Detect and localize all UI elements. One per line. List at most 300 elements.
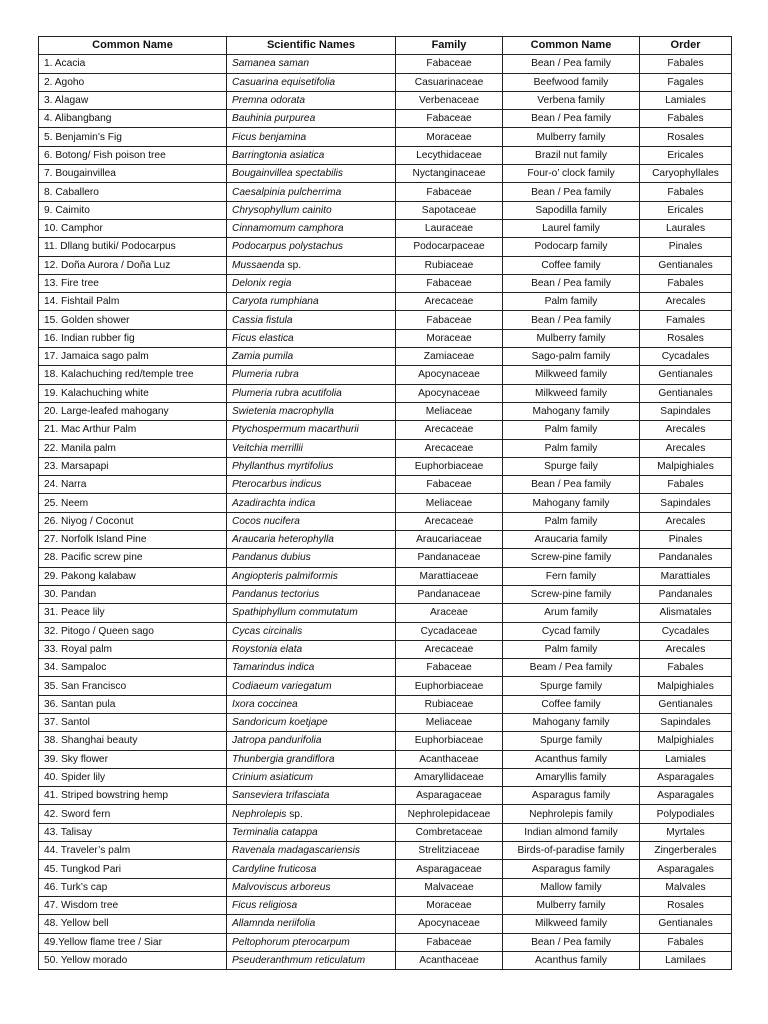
scientific-name-text: Swietenia macrophylla (232, 406, 334, 418)
cell-order: Cycadales (640, 348, 732, 366)
table-row (39, 787, 732, 805)
scientific-name-text: Crinium asiaticum (232, 772, 313, 784)
cell-scientific-name (227, 329, 396, 347)
cell-order: Fabales (640, 183, 732, 201)
cell-scientific-name (227, 73, 396, 91)
cell-order: Pinales (640, 531, 732, 549)
cell-family-common-name: Mulberry family (503, 128, 640, 146)
cell-common-name: 32. Pitogo / Queen sago (39, 622, 227, 640)
cell-family-common-name: Mahogany family (503, 402, 640, 420)
cell-family: Araceae (396, 604, 503, 622)
cell-common-name: 24. Narra (39, 476, 227, 494)
cell-scientific-name (227, 238, 396, 256)
cell-family: Euphorbiaceae (396, 457, 503, 475)
scientific-name-text: Malvoviscus arboreus (232, 881, 331, 893)
cell-common-name: 18. Kalachuching red/temple tree (39, 366, 227, 384)
cell-family-common-name: Bean / Pea family (503, 933, 640, 951)
table-row (39, 713, 732, 731)
cell-order: Arecales (640, 293, 732, 311)
table-body (39, 55, 732, 970)
header-family-common-name: Common Name (503, 37, 640, 55)
scientific-name-text: Casuarina equisetifolia (232, 76, 336, 88)
cell-family: Podocarpaceae (396, 238, 503, 256)
cell-family: Malvaceae (396, 878, 503, 896)
cell-family: Fabaceae (396, 55, 503, 73)
scientific-name-text: Peltophorum pterocarpum (232, 936, 350, 948)
table-row (39, 110, 732, 128)
cell-common-name: 2. Agoho (39, 73, 227, 91)
cell-common-name: 38. Shanghai beauty (39, 732, 227, 750)
cell-family-common-name: Mahogany family (503, 494, 640, 512)
scientific-name-text: Plumeria rubra acutifolia (232, 387, 342, 399)
table-row (39, 512, 732, 530)
cell-family-common-name: Amaryllis family (503, 768, 640, 786)
scientific-name-text: Pterocarbus indicus (232, 479, 322, 491)
table-row (39, 73, 732, 91)
scientific-name-text: Samanea saman (232, 58, 310, 70)
cell-common-name: 35. San Francisco (39, 677, 227, 695)
cell-family-common-name: Bean / Pea family (503, 311, 640, 329)
table-row (39, 567, 732, 585)
cell-family-common-name: Brazil nut family (503, 146, 640, 164)
cell-order: Fabales (640, 659, 732, 677)
scientific-name-text: Ptychospermum macarthurii (232, 424, 359, 436)
cell-common-name: 22. Manila palm (39, 439, 227, 457)
cell-common-name: 26. Niyog / Coconut (39, 512, 227, 530)
cell-order: Malpighiales (640, 457, 732, 475)
cell-scientific-name (227, 476, 396, 494)
table-row (39, 238, 732, 256)
cell-order: Fabales (640, 110, 732, 128)
cell-family: Apocynaceae (396, 915, 503, 933)
cell-family-common-name: Bean / Pea family (503, 476, 640, 494)
cell-scientific-name (227, 293, 396, 311)
cell-family-common-name: Spurge family (503, 677, 640, 695)
scientific-name-text: Caryota rumphiana (232, 296, 319, 308)
cell-order: Gentianales (640, 695, 732, 713)
table-row (39, 91, 732, 109)
cell-order: Alismatales (640, 604, 732, 622)
cell-scientific-name (227, 402, 396, 420)
cell-family: Strelitziaceae (396, 842, 503, 860)
scientific-name-text: Barringtonia asiatica (232, 149, 325, 161)
cell-common-name: 16. Indian rubber fig (39, 329, 227, 347)
cell-order: Lamiales (640, 91, 732, 109)
cell-common-name: 31. Peace lily (39, 604, 227, 622)
cell-common-name: 13. Fire tree (39, 274, 227, 292)
cell-family: Acanthaceae (396, 951, 503, 969)
table-row (39, 494, 732, 512)
plant-table-page (38, 36, 731, 970)
table-row (39, 805, 732, 823)
cell-order: Sapindales (640, 402, 732, 420)
cell-common-name: 3. Alagaw (39, 91, 227, 109)
cell-order: Rosales (640, 329, 732, 347)
cell-scientific-name (227, 732, 396, 750)
cell-scientific-name (227, 768, 396, 786)
table-row (39, 842, 732, 860)
table-row (39, 951, 732, 969)
cell-family-common-name: Milkweed family (503, 915, 640, 933)
cell-common-name: 4. Alibangbang (39, 110, 227, 128)
scientific-name-text: Sandoricum koetjape (232, 717, 328, 729)
scientific-name-text: Pandanus tectorius (232, 589, 320, 601)
cell-common-name: 44. Traveler’s palm (39, 842, 227, 860)
scientific-name-text: Ficus benjamina (232, 131, 307, 143)
scientific-name-text: Ixora coccinea (232, 698, 298, 710)
cell-family-common-name: Palm family (503, 512, 640, 530)
cell-order: Lamiales (640, 750, 732, 768)
cell-order: Rosales (640, 896, 732, 914)
cell-family-common-name: Birds-of-paradise family (503, 842, 640, 860)
table-row (39, 384, 732, 402)
cell-scientific-name (227, 750, 396, 768)
scientific-name-text: Tamarindus indica (232, 662, 315, 674)
cell-family-common-name: Araucaria family (503, 531, 640, 549)
cell-common-name: 5. Benjamin’s Fig (39, 128, 227, 146)
cell-scientific-name (227, 805, 396, 823)
cell-family-common-name: Four-o’ clock family (503, 165, 640, 183)
cell-order: Polypodiales (640, 805, 732, 823)
header-common-name: Common Name (39, 37, 227, 55)
scientific-name-text: Cycas circinalis (232, 625, 303, 637)
cell-scientific-name (227, 842, 396, 860)
cell-common-name: 43. Talisay (39, 823, 227, 841)
cell-scientific-name (227, 512, 396, 530)
cell-order: Gentianales (640, 384, 732, 402)
cell-order: Sapindales (640, 494, 732, 512)
table-row (39, 293, 732, 311)
cell-scientific-name (227, 384, 396, 402)
scientific-name-text: Mussaenda (232, 259, 285, 271)
table-row (39, 348, 732, 366)
cell-family: Fabaceae (396, 659, 503, 677)
cell-family-common-name: Sapodilla family (503, 201, 640, 219)
cell-order: Asparagales (640, 768, 732, 786)
cell-family-common-name: Bean / Pea family (503, 110, 640, 128)
table-row (39, 476, 732, 494)
cell-common-name: 8. Caballero (39, 183, 227, 201)
cell-family: Araucariaceae (396, 531, 503, 549)
cell-scientific-name (227, 896, 396, 914)
table-row (39, 640, 732, 658)
scientific-name-text: Allamnda neriifolia (232, 918, 316, 930)
scientific-name-text: Bauhinia purpurea (232, 113, 316, 125)
cell-family-common-name: Screw-pine family (503, 585, 640, 603)
cell-scientific-name (227, 640, 396, 658)
table-row (39, 860, 732, 878)
cell-order: Fabales (640, 274, 732, 292)
cell-common-name: 37. Santol (39, 713, 227, 731)
cell-scientific-name (227, 256, 396, 274)
cell-order: Malpighiales (640, 732, 732, 750)
cell-family: Fabaceae (396, 183, 503, 201)
cell-order: Ericales (640, 146, 732, 164)
cell-family: Euphorbiaceae (396, 677, 503, 695)
cell-common-name: 34. Sampaloc (39, 659, 227, 677)
cell-scientific-name (227, 128, 396, 146)
cell-family-common-name: Mulberry family (503, 329, 640, 347)
cell-family: Moraceae (396, 896, 503, 914)
scientific-name-text: Phyllanthus myrtifolius (232, 460, 334, 472)
cell-family-common-name: Mulberry family (503, 896, 640, 914)
cell-scientific-name (227, 274, 396, 292)
scientific-name-text: Cardyline fruticosa (232, 863, 317, 875)
scientific-name-text: Zamia pumila (232, 351, 294, 363)
scientific-name-text: Sanseviera trifasciata (232, 790, 330, 802)
cell-common-name: 7. Bougainvillea (39, 165, 227, 183)
table-row (39, 531, 732, 549)
cell-scientific-name (227, 165, 396, 183)
scientific-name-text: Chrysophyllum cainito (232, 204, 332, 216)
scientific-name-text: Angiopteris palmiformis (232, 570, 338, 582)
cell-common-name: 33. Royal palm (39, 640, 227, 658)
cell-family-common-name: Podocarp family (503, 238, 640, 256)
cell-family-common-name: Beefwood family (503, 73, 640, 91)
table-row (39, 695, 732, 713)
cell-family-common-name: Coffee family (503, 256, 640, 274)
table-row (39, 677, 732, 695)
cell-order: Famales (640, 311, 732, 329)
cell-family-common-name: Palm family (503, 640, 640, 658)
cell-order: Asparagales (640, 787, 732, 805)
table-row (39, 604, 732, 622)
cell-scientific-name (227, 951, 396, 969)
cell-family: Pandanaceae (396, 549, 503, 567)
table-row (39, 439, 732, 457)
cell-family-common-name: Bean / Pea family (503, 55, 640, 73)
cell-common-name: 41. Striped bowstring hemp (39, 787, 227, 805)
cell-order: Arecales (640, 512, 732, 530)
table-row (39, 750, 732, 768)
table-row (39, 329, 732, 347)
cell-common-name: 27. Norfolk Island Pine (39, 531, 227, 549)
cell-order: Ericales (640, 201, 732, 219)
cell-family-common-name: Laurel family (503, 219, 640, 237)
cell-family: Asparagaceae (396, 860, 503, 878)
cell-order: Fabales (640, 55, 732, 73)
cell-family-common-name: Screw-pine family (503, 549, 640, 567)
cell-scientific-name (227, 146, 396, 164)
cell-scientific-name (227, 659, 396, 677)
cell-family: Arecaceae (396, 439, 503, 457)
table-row (39, 933, 732, 951)
cell-scientific-name (227, 366, 396, 384)
cell-family: Rubiaceae (396, 695, 503, 713)
cell-family: Fabaceae (396, 476, 503, 494)
cell-family-common-name: Sago-palm family (503, 348, 640, 366)
table-row (39, 366, 732, 384)
cell-family: Acanthaceae (396, 750, 503, 768)
cell-family-common-name: Acanthus family (503, 951, 640, 969)
table-row (39, 896, 732, 914)
cell-family: Fabaceae (396, 274, 503, 292)
cell-order: Caryophyllales (640, 165, 732, 183)
cell-common-name: 25. Neem (39, 494, 227, 512)
cell-scientific-name (227, 787, 396, 805)
cell-order: Fagales (640, 73, 732, 91)
cell-common-name: 36. Santan pula (39, 695, 227, 713)
cell-common-name: 42. Sword fern (39, 805, 227, 823)
table-row (39, 128, 732, 146)
cell-scientific-name (227, 457, 396, 475)
cell-family: Moraceae (396, 329, 503, 347)
cell-order: Lamilaes (640, 951, 732, 969)
cell-scientific-name (227, 695, 396, 713)
cell-order: Asparagales (640, 860, 732, 878)
cell-family-common-name: Asparagus family (503, 860, 640, 878)
table-row (39, 402, 732, 420)
cell-common-name: 21. Mac Arthur Palm (39, 421, 227, 439)
scientific-name-text: Bougainvillea spectabilis (232, 168, 343, 180)
table-row (39, 274, 732, 292)
cell-scientific-name (227, 219, 396, 237)
cell-order: Arecales (640, 421, 732, 439)
cell-common-name: 19. Kalachuching white (39, 384, 227, 402)
scientific-name-text: Cassia fistula (232, 314, 293, 326)
cell-scientific-name (227, 110, 396, 128)
header-family: Family (396, 37, 503, 55)
cell-scientific-name (227, 878, 396, 896)
cell-family: Lecythidaceae (396, 146, 503, 164)
cell-scientific-name (227, 311, 396, 329)
table-row (39, 585, 732, 603)
scientific-name-text: Ravenala madagascariensis (232, 845, 360, 857)
cell-family-common-name: Spurge faily (503, 457, 640, 475)
cell-scientific-name (227, 91, 396, 109)
cell-order: Rosales (640, 128, 732, 146)
table-row (39, 659, 732, 677)
cell-scientific-name (227, 183, 396, 201)
cell-common-name: 20. Large-leafed mahogany (39, 402, 227, 420)
cell-common-name: 30. Pandan (39, 585, 227, 603)
scientific-name-text: Pandanus dubius (232, 552, 311, 564)
cell-family-common-name: Cycad family (503, 622, 640, 640)
cell-common-name: 40. Spider lily (39, 768, 227, 786)
cell-family-common-name: Milkweed family (503, 366, 640, 384)
cell-order: Fabales (640, 933, 732, 951)
scientific-name-text: Roystonia elata (232, 643, 303, 655)
cell-family: Zamiaceae (396, 348, 503, 366)
scientific-name-text: Terminalia catappa (232, 826, 318, 838)
scientific-name-text: Azadirachta indica (232, 497, 316, 509)
cell-order: Zingerberales (640, 842, 732, 860)
scientific-name-text: Ficus elastica (232, 332, 294, 344)
cell-family: Pandanaceae (396, 585, 503, 603)
cell-scientific-name (227, 494, 396, 512)
cell-scientific-name (227, 823, 396, 841)
header-order: Order (640, 37, 732, 55)
scientific-name-text: Podocarpus polystachus (232, 241, 343, 253)
cell-family-common-name: Nephrolepis family (503, 805, 640, 823)
scientific-name-text: Thunbergia grandiflora (232, 753, 335, 765)
table-row (39, 915, 732, 933)
cell-common-name: 39. Sky flower (39, 750, 227, 768)
cell-scientific-name (227, 713, 396, 731)
table-row (39, 457, 732, 475)
cell-family-common-name: Palm family (503, 439, 640, 457)
cell-common-name: 11. Dllang butiki/ Podocarpus (39, 238, 227, 256)
scientific-name-text: Jatropa pandurifolia (232, 735, 322, 747)
cell-order: Pinales (640, 238, 732, 256)
cell-order: Gentianales (640, 915, 732, 933)
table-row (39, 732, 732, 750)
cell-order: Arecales (640, 439, 732, 457)
cell-family: Meliaceae (396, 402, 503, 420)
cell-family-common-name: Indian almond family (503, 823, 640, 841)
table-row (39, 622, 732, 640)
scientific-name-text: Delonix regia (232, 278, 292, 289)
table-row (39, 146, 732, 164)
cell-order: Malvales (640, 878, 732, 896)
cell-family-common-name: Asparagus family (503, 787, 640, 805)
cell-family-common-name: Coffee family (503, 695, 640, 713)
scientific-name-text: Cocos nucifera (232, 515, 300, 527)
cell-family-common-name: Mahogany family (503, 713, 640, 731)
scientific-name-text: Premna odorata (232, 95, 306, 107)
cell-common-name: 45. Tungkod Pari (39, 860, 227, 878)
cell-order: Arecales (640, 640, 732, 658)
cell-family: Combretaceae (396, 823, 503, 841)
table-row (39, 823, 732, 841)
header-scientific-names: Scientific Names (227, 37, 396, 55)
cell-family: Fabaceae (396, 311, 503, 329)
cell-scientific-name (227, 567, 396, 585)
cell-scientific-name (227, 549, 396, 567)
cell-family-common-name: Arum family (503, 604, 640, 622)
cell-family: Euphorbiaceae (396, 732, 503, 750)
cell-scientific-name (227, 348, 396, 366)
scientific-name-text: Pseuderanthmum reticulatum (232, 954, 366, 966)
cell-family: Arecaceae (396, 293, 503, 311)
scientific-name-suffix: sp. (286, 808, 303, 820)
cell-common-name: 23. Marsapapi (39, 457, 227, 475)
cell-family: Fabaceae (396, 933, 503, 951)
cell-order: Marattiales (640, 567, 732, 585)
table-row (39, 55, 732, 73)
cell-common-name: 6. Botong/ Fish poison tree (39, 146, 227, 164)
cell-family: Nephrolepidaceae (396, 805, 503, 823)
scientific-name-text: Nephrolepis (232, 808, 287, 820)
cell-order: Sapindales (640, 713, 732, 731)
cell-family: Arecaceae (396, 421, 503, 439)
cell-order: Pandanales (640, 549, 732, 567)
cell-scientific-name (227, 585, 396, 603)
header-row (39, 37, 732, 55)
cell-family-common-name: Beam / Pea family (503, 659, 640, 677)
cell-scientific-name (227, 915, 396, 933)
cell-common-name: 29. Pakong kalabaw (39, 567, 227, 585)
cell-family: Lauraceae (396, 219, 503, 237)
cell-family: Sapotaceae (396, 201, 503, 219)
cell-common-name: 47. Wisdom tree (39, 896, 227, 914)
scientific-name-text: Caesalpinia pulcherrima (232, 186, 342, 198)
cell-common-name: 12. Doña Aurora / Doña Luz (39, 256, 227, 274)
cell-common-name: 1. Acacia (39, 55, 227, 73)
cell-order: Pandanales (640, 585, 732, 603)
cell-common-name: 14. Fishtail Palm (39, 293, 227, 311)
cell-family: Arecaceae (396, 512, 503, 530)
cell-scientific-name (227, 439, 396, 457)
cell-common-name: 17. Jamaica sago palm (39, 348, 227, 366)
cell-common-name: 9. Caimito (39, 201, 227, 219)
table-header (39, 37, 732, 55)
cell-scientific-name (227, 677, 396, 695)
cell-scientific-name (227, 531, 396, 549)
cell-family: Amaryllidaceae (396, 768, 503, 786)
cell-scientific-name (227, 421, 396, 439)
cell-order: Cycadales (640, 622, 732, 640)
